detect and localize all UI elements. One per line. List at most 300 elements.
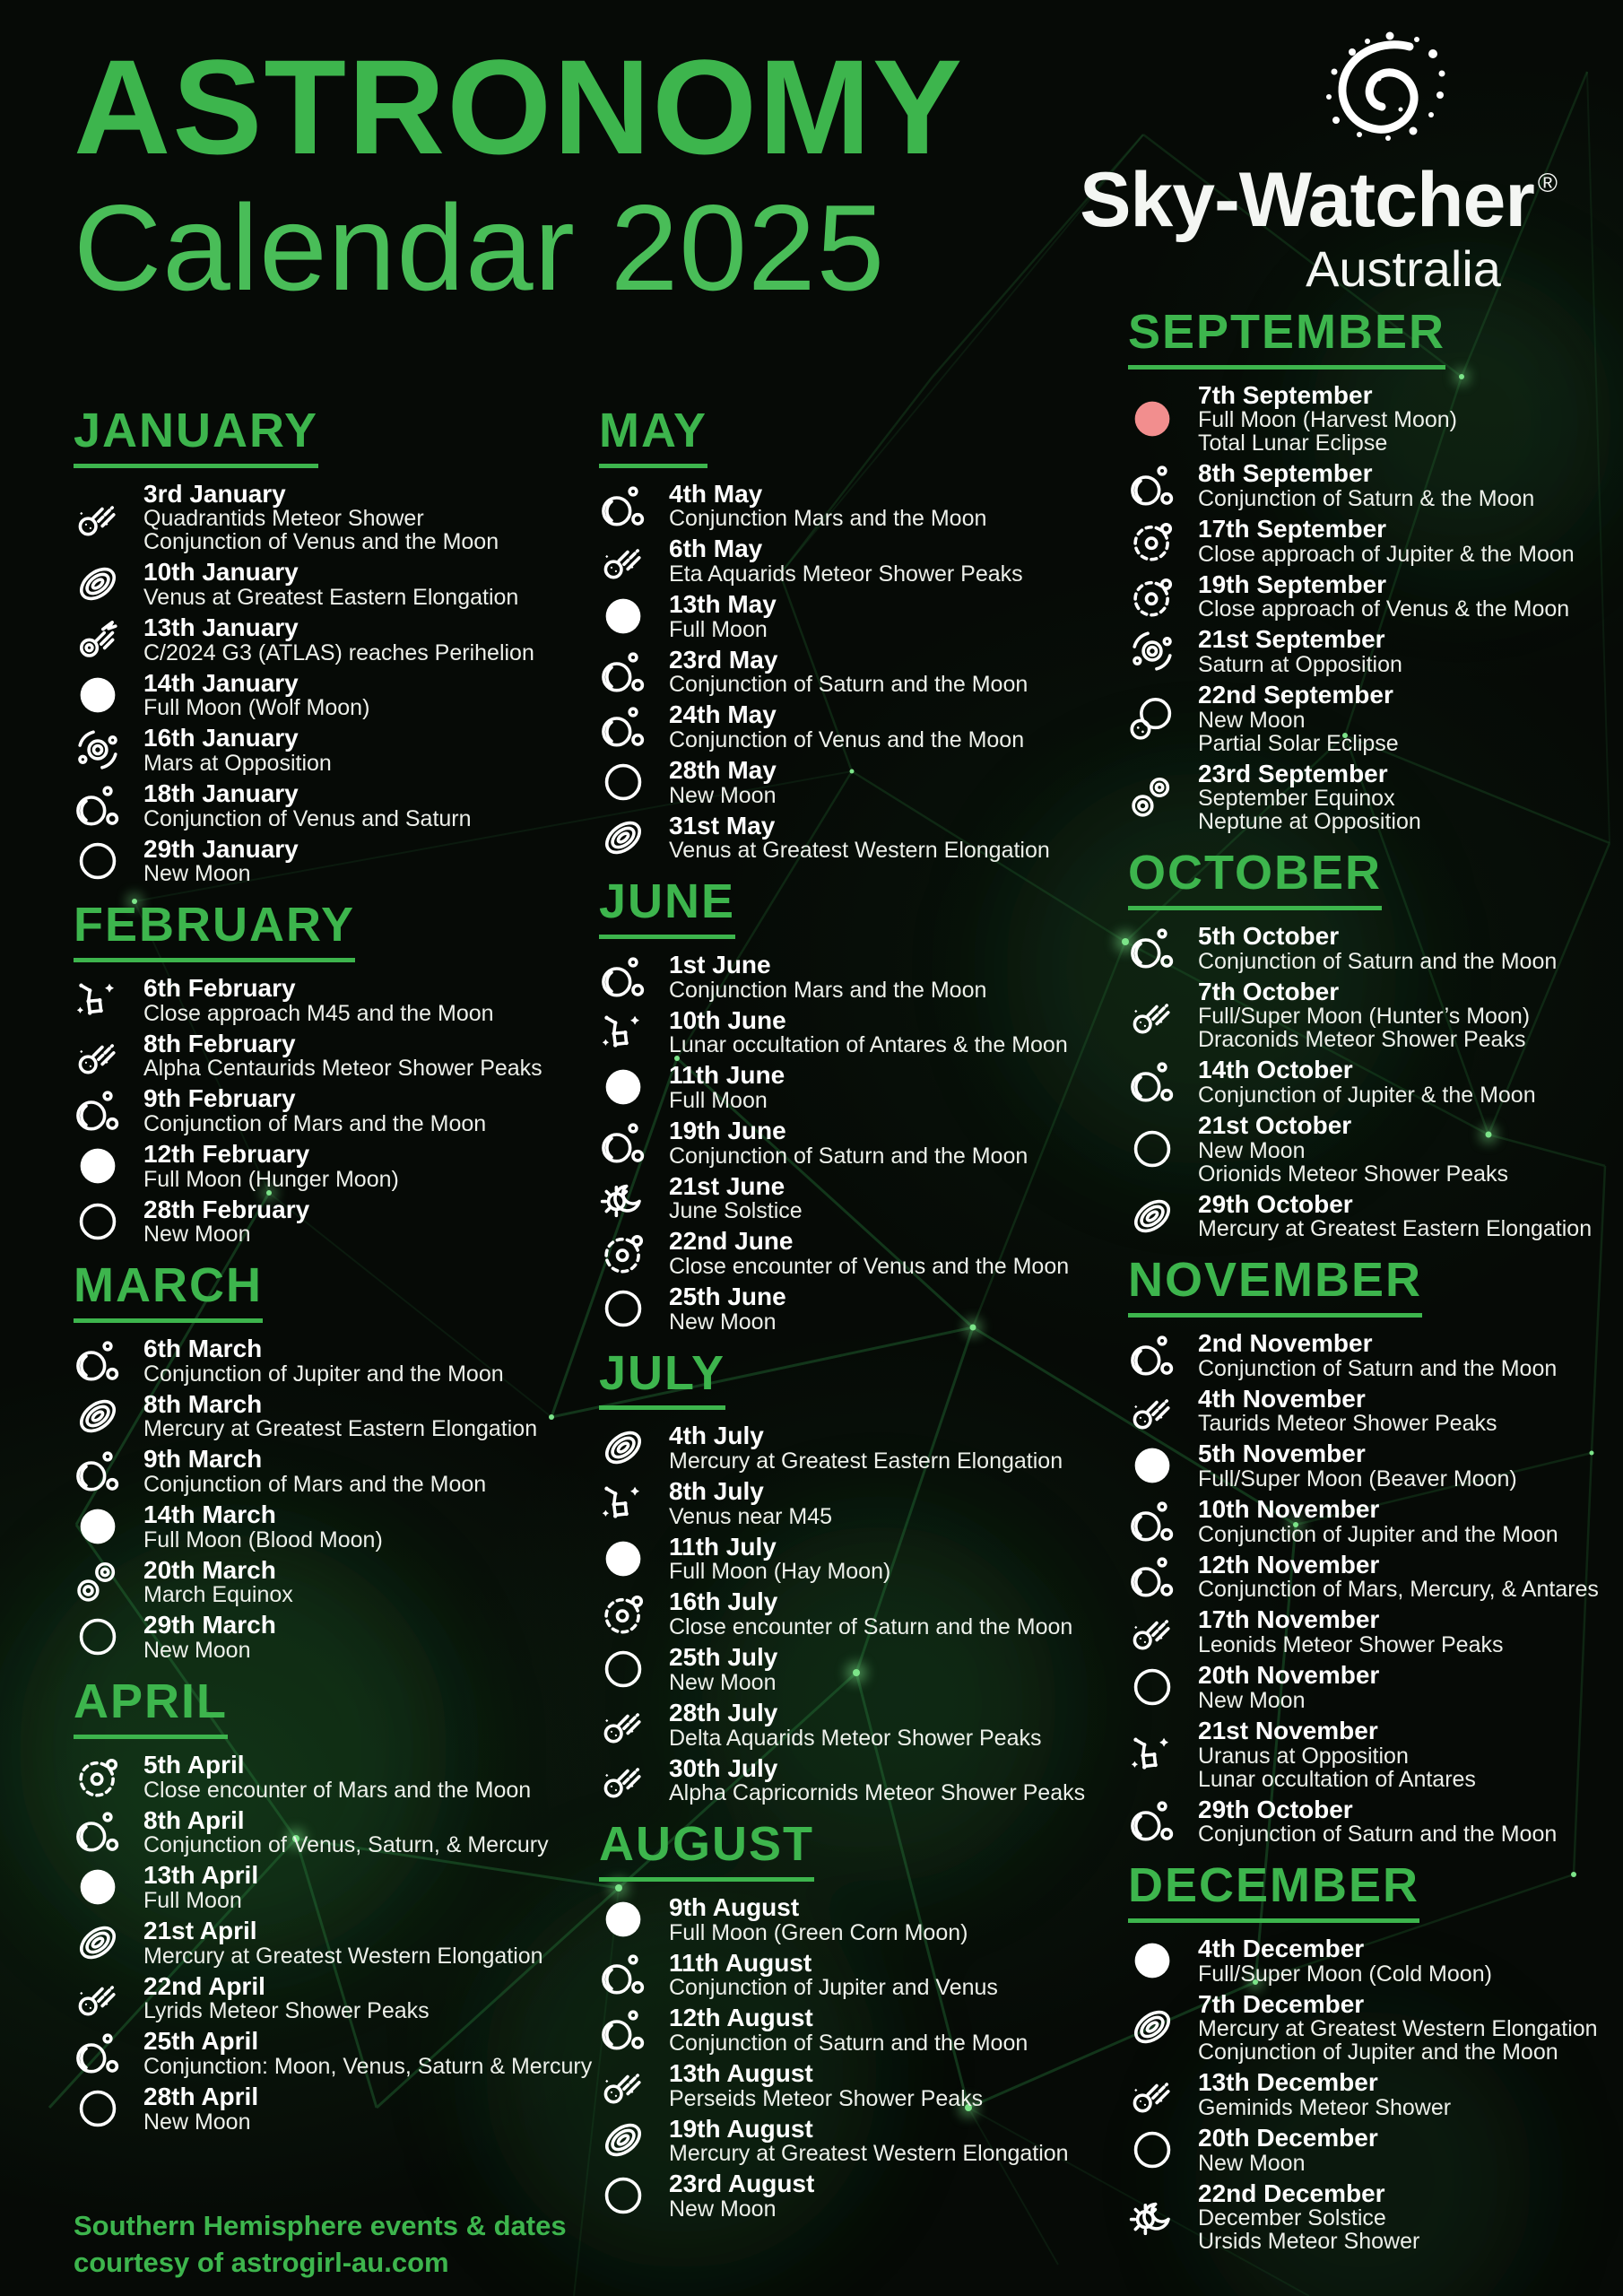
month-november: [1128, 1255, 1623, 1846]
event-description: Leonids Meteor Shower Peaks: [1198, 1632, 1504, 1658]
event-date: 25th June: [669, 1283, 786, 1311]
event-description: Uranus at Opposition: [1198, 1743, 1409, 1769]
event-date: 23rd September: [1198, 759, 1388, 787]
event-row: [1128, 382, 1623, 456]
event-description: Mars at Opposition: [143, 751, 332, 777]
meteor-icon: [599, 2061, 647, 2109]
event-row: [599, 1228, 1115, 1278]
event-description: Close approach M45 and the Moon: [143, 1000, 494, 1026]
month-june: [599, 876, 1115, 1333]
event-description: New Moon: [669, 1669, 777, 1695]
event-date: 11th August: [669, 1948, 812, 1977]
event-description: Lunar occultation of Antares & the Moon: [669, 1032, 1068, 1058]
event-date: 11th June: [669, 1061, 785, 1090]
event-description: Conjunction of Saturn & the Moon: [1198, 486, 1535, 512]
event-date: 10th November: [1198, 1495, 1380, 1524]
event-row: [599, 1422, 1115, 1473]
event-date: 28th February: [143, 1195, 310, 1223]
full-moon-icon: [74, 1502, 122, 1551]
full-moon-icon: [74, 1863, 122, 1911]
conjunction-icon: [1128, 1796, 1176, 1845]
month-header: NOVEMBER: [1128, 1255, 1422, 1318]
event-description: Conjunction of Mars and the Moon: [143, 1111, 487, 1137]
event-row: [1128, 1386, 1623, 1436]
event-description: Conjunction of Mars and the Moon: [143, 1472, 487, 1498]
event-description: Delta Aquarids Meteor Shower Peaks: [669, 1725, 1042, 1751]
new-moon-icon: [599, 2171, 647, 2220]
equinox-icon: [74, 1558, 122, 1606]
skywatcher-logo: [1031, 27, 1605, 297]
event-description: Total Lunar Eclipse: [1198, 430, 1388, 457]
column-may-aug: [599, 405, 1115, 2235]
event-row: [1128, 2069, 1623, 2119]
full-moon-icon: [74, 1142, 122, 1190]
event-date: 14th January: [143, 668, 299, 697]
event-description: Conjunction of Mars, Mercury, & Antares: [1198, 1577, 1599, 1603]
event-description: Conjunction Mars and the Moon: [669, 506, 987, 532]
event-date: 19th September: [1198, 570, 1387, 598]
event-row: [1128, 2125, 1623, 2175]
new-moon-icon: [599, 1284, 647, 1333]
event-description: New Moon: [1198, 707, 1306, 733]
close-encounter-icon: [74, 1752, 122, 1801]
event-row: [599, 1644, 1115, 1694]
event-row: [74, 1031, 589, 1081]
event-description: Conjunction Mars and the Moon: [669, 977, 987, 1003]
event-date: 17th September: [1198, 515, 1387, 544]
event-date: 5th April: [143, 1750, 245, 1779]
event-description: New Moon: [669, 782, 777, 808]
event-row: [1128, 1112, 1623, 1186]
page-title: ASTRONOMY: [74, 31, 964, 182]
event-row: [1128, 1496, 1623, 1546]
event-row: [1128, 1330, 1623, 1380]
event-date: 5th November: [1198, 1439, 1366, 1468]
event-row: [599, 1588, 1115, 1639]
event-description: Full Moon (Harvest Moon): [1198, 407, 1457, 433]
event-description: March Equinox: [143, 1582, 293, 1608]
event-description: New Moon: [143, 861, 251, 887]
constellation-icon: [74, 976, 122, 1024]
full-moon-icon: [599, 1895, 647, 1944]
close-encounter-icon: [1128, 572, 1176, 621]
event-description: Venus at Greatest Eastern Elongation: [143, 585, 519, 611]
event-date: 4th December: [1198, 1934, 1365, 1962]
event-date: 13th April: [143, 1861, 259, 1890]
event-description: Conjunction of Jupiter and the Moon: [1198, 1521, 1558, 1547]
new-moon-icon: [1128, 1663, 1176, 1711]
conjunction-icon: [74, 1336, 122, 1385]
month-header: APRIL: [74, 1676, 228, 1739]
meteor-icon: [74, 493, 122, 542]
month-header: OCTOBER: [1128, 848, 1382, 910]
event-row: [599, 1062, 1115, 1112]
event-row: [74, 481, 589, 554]
month-october: [1128, 848, 1623, 1240]
event-date: 25th April: [143, 2027, 259, 2056]
month-december: [1128, 1860, 1623, 2253]
event-date: 5th October: [1198, 922, 1340, 951]
event-description: Full Moon: [669, 1088, 768, 1114]
event-row: [74, 1391, 589, 1441]
event-date: 24th May: [669, 700, 777, 729]
event-date: 4th July: [669, 1422, 764, 1450]
event-row: [1128, 1606, 1623, 1657]
constellation-icon: [1128, 1730, 1176, 1779]
event-date: 9th February: [143, 1084, 296, 1113]
event-date: 29th March: [143, 1611, 276, 1639]
close-encounter-icon: [599, 1229, 647, 1277]
event-description: Conjunction of Venus and the Moon: [143, 529, 499, 555]
meteor-icon: [1128, 991, 1176, 1039]
event-row: [1128, 923, 1623, 973]
event-date: 21st September: [1198, 625, 1385, 654]
event-date: 2nd November: [1198, 1329, 1373, 1358]
month-january: [74, 405, 589, 885]
event-date: 20th December: [1198, 2123, 1378, 2152]
event-description: Conjunction of Saturn and the Moon: [1198, 1822, 1558, 1848]
event-description: Full Moon (Blood Moon): [143, 1526, 383, 1552]
meteor-icon: [1128, 1607, 1176, 1656]
event-description: Close encounter of Mars and the Moon: [143, 1777, 532, 1803]
conjunction-icon: [599, 482, 647, 530]
event-row: [599, 535, 1115, 586]
event-description: Venus near M45: [669, 1503, 833, 1529]
event-row: [599, 2116, 1115, 2166]
event-date: 9th March: [143, 1445, 263, 1474]
event-description: Conjunction of Jupiter & the Moon: [1198, 1083, 1536, 1109]
event-date: 6th May: [669, 535, 763, 563]
solstice-icon: [1128, 2192, 1176, 2240]
month-february: [74, 900, 589, 1246]
event-date: 13th May: [669, 590, 777, 619]
month-august: [599, 1819, 1115, 2221]
event-description: Conjunction of Venus, Saturn, & Mercury: [143, 1832, 549, 1858]
event-date: 19th June: [669, 1117, 786, 1145]
event-date: 20th March: [143, 1555, 276, 1584]
event-date: 23rd August: [669, 2170, 815, 2198]
month-header: MAY: [599, 405, 707, 468]
event-date: 13th January: [143, 613, 299, 642]
event-date: 6th March: [143, 1335, 263, 1363]
meteor-icon: [1128, 2070, 1176, 2118]
event-description: Conjunction of Venus and Saturn: [143, 805, 472, 831]
event-date: 22nd April: [143, 1971, 265, 2000]
event-description: Mercury at Greatest Western Elongation: [143, 1943, 543, 1969]
event-description: Taurids Meteor Shower Peaks: [1198, 1411, 1497, 1437]
event-description: Conjunction of Jupiter and the Moon: [143, 1361, 504, 1387]
event-description: Alpha Centaurids Meteor Shower Peaks: [143, 1056, 542, 1082]
event-date: 28th April: [143, 2082, 259, 2110]
event-description: New Moon: [669, 1309, 777, 1335]
event-description: New Moon: [143, 2109, 251, 2135]
event-date: 4th May: [669, 479, 763, 508]
event-row: [599, 2060, 1115, 2110]
galaxy-icon: [74, 560, 122, 608]
registered-mark: ®: [1537, 169, 1557, 198]
event-row: [74, 1752, 589, 1802]
event-description: Alpha Capricornids Meteor Shower Peaks: [669, 1780, 1086, 1806]
event-description: Lunar occultation of Antares: [1198, 1766, 1476, 1792]
event-description: Draconids Meteor Shower Peaks: [1198, 1027, 1526, 1053]
event-date: 23rd May: [669, 645, 778, 674]
event-row: [1128, 1057, 1623, 1107]
event-description: Mercury at Greatest Western Elongation: [669, 2141, 1069, 2167]
event-row: [599, 1534, 1115, 1584]
event-date: 31st May: [669, 811, 776, 839]
event-description: Conjunction of Jupiter and Venus: [669, 1975, 998, 2001]
meteor-icon: [1128, 1387, 1176, 1435]
event-description: December Solstice: [1198, 2205, 1386, 2231]
event-date: 11th July: [669, 1532, 777, 1561]
event-row: [599, 952, 1115, 1002]
event-description: Full Moon (Green Corn Moon): [669, 1919, 968, 1945]
month-header: JUNE: [599, 876, 735, 939]
event-description: Mercury at Greatest Eastern Elongation: [143, 1416, 538, 1442]
month-header: DECEMBER: [1128, 1860, 1419, 1923]
event-description: Full Moon: [143, 1887, 242, 1913]
event-date: 16th July: [669, 1587, 778, 1616]
event-row: [1128, 516, 1623, 566]
event-date: 7th October: [1198, 977, 1340, 1005]
meteor-icon: [599, 1700, 647, 1749]
event-row: [599, 1478, 1115, 1528]
meteor-icon: [74, 1973, 122, 2022]
new-moon-icon: [599, 1645, 647, 1693]
galaxy-logo-icon: [1282, 27, 1488, 161]
event-description: Conjunction of Venus and the Moon: [669, 727, 1025, 753]
event-row: [599, 647, 1115, 697]
event-description: Perseids Meteor Shower Peaks: [669, 2085, 984, 2111]
close-encounter-icon: [599, 1589, 647, 1638]
event-description: Full Moon (Wolf Moon): [143, 695, 370, 721]
meteor-icon: [74, 1031, 122, 1080]
month-march: [74, 1260, 589, 1662]
conjunction-icon: [74, 1086, 122, 1135]
event-row: [1128, 571, 1623, 622]
event-date: 17th November: [1198, 1605, 1380, 1634]
event-row: [599, 813, 1115, 863]
event-date: 8th February: [143, 1029, 296, 1057]
event-description: Quadrantids Meteor Shower: [143, 506, 424, 532]
month-april: [74, 1674, 593, 2135]
new-moon-icon: [1128, 2126, 1176, 2174]
event-date: 12th August: [669, 2004, 813, 2032]
event-date: 28th May: [669, 756, 777, 785]
brand-name: Sky-Watcher ®: [1080, 157, 1557, 243]
month-header: MARCH: [74, 1260, 263, 1323]
event-date: 8th March: [143, 1389, 263, 1418]
conjunction-icon: [1128, 924, 1176, 972]
new-moon-icon: [74, 1613, 122, 1661]
galaxy-icon: [599, 2116, 647, 2164]
page-title-block: [74, 31, 964, 316]
event-description: New Moon: [1198, 2150, 1306, 2176]
event-row: [74, 1501, 589, 1552]
event-description: New Moon: [669, 2196, 777, 2222]
conjunction-icon: [74, 1447, 122, 1495]
event-date: 19th August: [669, 2114, 813, 2143]
event-row: [74, 1973, 589, 2023]
conjunction-icon: [599, 702, 647, 751]
event-description: Close encounter of Venus and the Moon: [669, 1254, 1070, 1280]
event-date: 29th October: [1198, 1189, 1353, 1218]
event-row: [74, 2027, 593, 2079]
event-row: [599, 1755, 1115, 1805]
event-row: [1128, 2180, 1623, 2254]
event-row: [1128, 1191, 1623, 1241]
event-date: 1st June: [669, 951, 771, 979]
event-date: 22nd September: [1198, 681, 1393, 709]
event-description: Conjunction of Saturn and the Moon: [669, 2030, 1028, 2056]
galaxy-icon: [74, 1392, 122, 1440]
meteor-icon: [599, 1755, 647, 1804]
galaxy-icon: [599, 1423, 647, 1472]
event-date: 7th September: [1198, 380, 1373, 409]
footer-line-1: Southern Hemisphere events & dates: [74, 2210, 567, 2241]
conjunction-icon: [1128, 1057, 1176, 1106]
conjunction-icon: [1128, 1552, 1176, 1601]
event-description: Mercury at Greatest Eastern Elongation: [1198, 1216, 1593, 1242]
event-date: 21st November: [1198, 1716, 1378, 1744]
event-description: June Solstice: [669, 1198, 803, 1224]
event-row: [599, 481, 1115, 531]
event-date: 8th September: [1198, 459, 1373, 488]
event-date: 22nd December: [1198, 2179, 1385, 2207]
event-date: 8th April: [143, 1805, 245, 1834]
event-description: Close encounter of Saturn and the Moon: [669, 1614, 1073, 1640]
event-row: [599, 1118, 1115, 1168]
event-date: 12th February: [143, 1140, 310, 1169]
event-description: Conjunction: Moon, Venus, Saturn & Mercury: [143, 2053, 593, 2079]
event-row: [1128, 1718, 1623, 1791]
conjunction-icon: [1128, 1331, 1176, 1379]
event-row: [74, 670, 589, 720]
red-moon-icon: [1128, 395, 1176, 443]
event-row: [599, 1173, 1115, 1223]
event-row: [1128, 1662, 1623, 1712]
new-moon-icon: [599, 758, 647, 806]
event-description: Ursids Meteor Shower: [1198, 2229, 1420, 2255]
event-date: 16th January: [143, 724, 299, 752]
event-date: 8th July: [669, 1477, 764, 1506]
new-moon-icon: [74, 2084, 122, 2133]
galaxy-icon: [1128, 1192, 1176, 1240]
event-date: 10th January: [143, 558, 299, 587]
event-row: [599, 1950, 1115, 2000]
column-sep-dec: [1128, 307, 1623, 2267]
event-description: Saturn at Opposition: [1198, 652, 1402, 678]
opposition-icon: [74, 726, 122, 774]
event-description: Close approach of Jupiter & the Moon: [1198, 541, 1575, 567]
page-subtitle: Calendar 2025: [74, 179, 886, 316]
event-date: 21st October: [1198, 1111, 1352, 1140]
event-date: 13th August: [669, 2058, 813, 2087]
event-row: [599, 701, 1115, 752]
conjunction-icon: [1128, 1497, 1176, 1545]
event-row: [74, 614, 589, 665]
conjunction-icon: [599, 1118, 647, 1167]
event-date: 25th July: [669, 1643, 778, 1672]
event-date: 21st April: [143, 1916, 257, 1944]
event-description: Conjunction of Saturn and the Moon: [1198, 948, 1558, 974]
event-row: [74, 1085, 589, 1135]
conjunction-icon: [74, 781, 122, 830]
event-date: 14th March: [143, 1500, 276, 1529]
full-moon-icon: [599, 1535, 647, 1583]
event-date: 18th January: [143, 779, 299, 808]
close-encounter-icon: [1128, 517, 1176, 565]
event-row: [599, 757, 1115, 807]
meteor-icon: [599, 536, 647, 585]
event-date: 28th July: [669, 1698, 778, 1726]
event-date: 21st June: [669, 1171, 785, 1200]
event-description: September Equinox: [1198, 786, 1395, 812]
constellation-icon: [599, 1008, 647, 1057]
new-moon-icon: [74, 837, 122, 885]
event-description: Eta Aquarids Meteor Shower Peaks: [669, 561, 1023, 587]
event-description: Neptune at Opposition: [1198, 809, 1421, 835]
event-row: [74, 1557, 589, 1607]
event-row: [1128, 1991, 1623, 2065]
event-description: Conjunction of Saturn and the Moon: [669, 672, 1028, 698]
month-header: FEBRUARY: [74, 900, 355, 962]
event-row: [599, 1283, 1115, 1334]
event-description: Conjunction of Saturn and the Moon: [1198, 1355, 1558, 1381]
constellation-icon: [599, 1479, 647, 1527]
event-date: 7th December: [1198, 1989, 1365, 2018]
event-row: [74, 1335, 589, 1386]
event-date: 4th November: [1198, 1384, 1366, 1413]
event-row: [74, 836, 589, 886]
event-description: Mercury at Greatest Western Elongation: [1198, 2016, 1598, 2042]
event-date: 29th January: [143, 834, 299, 863]
event-description: New Moon: [143, 1638, 251, 1664]
conjunction-icon: [74, 1807, 122, 1856]
event-row: [1128, 761, 1623, 834]
event-row: [599, 1700, 1115, 1750]
event-description: Full/Super Moon (Hunter’s Moon): [1198, 1004, 1531, 1030]
event-description: Conjunction of Saturn and the Moon: [669, 1143, 1028, 1169]
event-description: Close approach of Venus & the Moon: [1198, 596, 1570, 622]
event-row: [1128, 626, 1623, 676]
event-description: Geminids Meteor Shower: [1198, 2094, 1452, 2120]
solar-eclipse-icon: [1128, 694, 1176, 743]
event-row: [1128, 1552, 1623, 1602]
event-row: [1128, 1796, 1623, 1847]
event-row: [74, 1446, 589, 1496]
event-description: Orionids Meteor Shower Peaks: [1198, 1161, 1508, 1187]
footer-credit: [74, 2208, 567, 2282]
galaxy-icon: [599, 813, 647, 862]
full-moon-icon: [1128, 1936, 1176, 1985]
event-row: [74, 780, 589, 831]
event-row: [74, 1862, 589, 1912]
conjunction-icon: [599, 952, 647, 1001]
event-row: [74, 1918, 589, 1968]
galaxy-icon: [74, 1918, 122, 1967]
footer-line-2: courtesy of astrogirl-au.com: [74, 2246, 449, 2278]
event-date: 20th November: [1198, 1661, 1380, 1690]
conjunction-icon: [599, 2005, 647, 2054]
event-description: New Moon: [1198, 1137, 1306, 1163]
event-description: Conjunction of Jupiter and the Moon: [1198, 2039, 1558, 2066]
event-row: [1128, 682, 1623, 755]
event-row: [1128, 1440, 1623, 1491]
full-moon-icon: [599, 1063, 647, 1111]
conjunction-icon: [1128, 461, 1176, 509]
full-moon-icon: [1128, 1441, 1176, 1490]
